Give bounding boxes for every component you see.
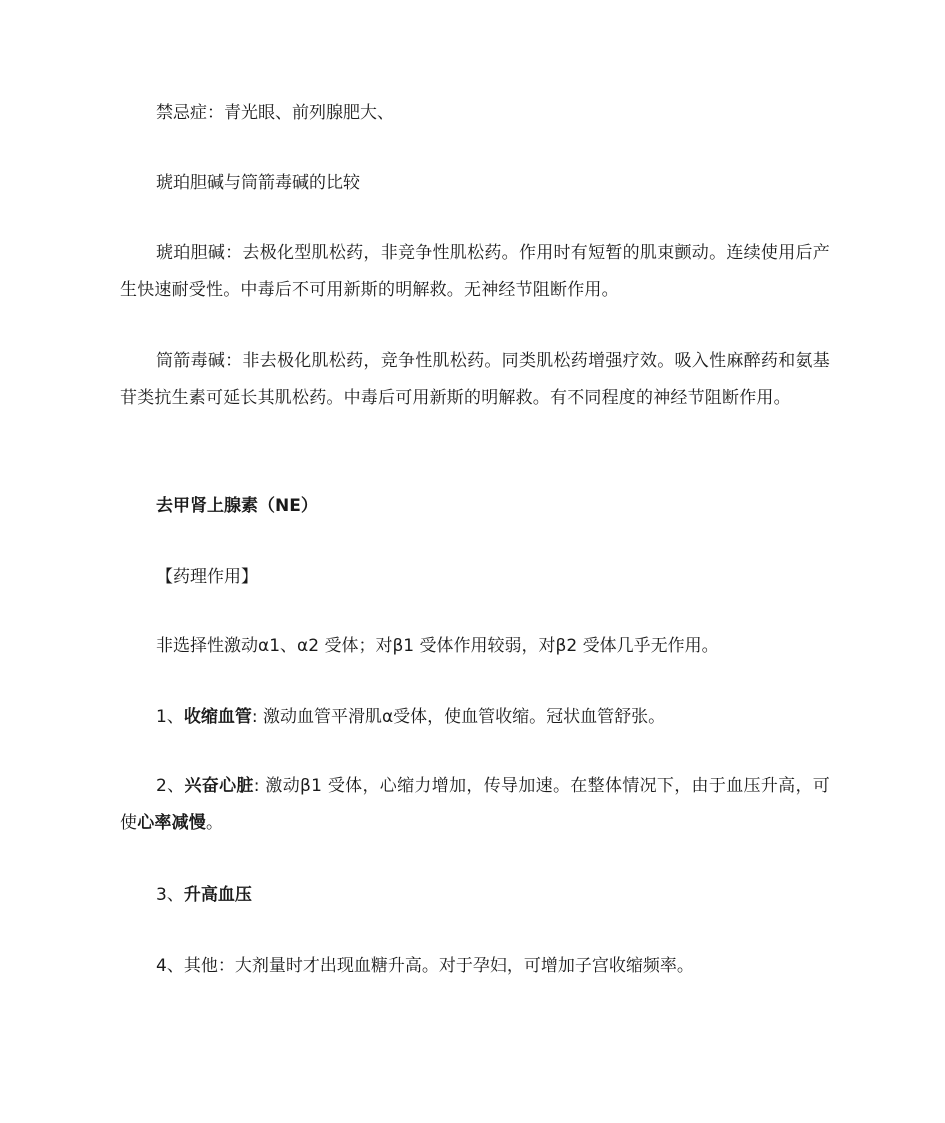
receptor-line: 非选择性激动α1、α2 受体；对β1 受体作用较弱，对β2 受体几乎无作用。: [156, 636, 719, 656]
item-1-prefix: 1、: [156, 707, 184, 727]
item-1: [156, 707, 665, 727]
item-2-bold: 兴奋心脏: [184, 776, 254, 796]
item-4: 4、其他：大剂量时才出现血糖升高。对于孕妇，可增加子宫收缩频率。: [156, 956, 694, 976]
item-3-prefix: 3、: [156, 885, 184, 905]
comparison-title: 琥珀胆碱与筒箭毒碱的比较: [156, 173, 360, 193]
item-2-bold-2: 心率减慢: [137, 813, 207, 833]
item-2-prefix: 2、: [156, 776, 185, 796]
item-1-bold: 收缩血管: [183, 707, 252, 727]
item-2-rest: : 激动β1 受体，心缩力增加，传导加速。在整体情况下，由于血压升高，可使: [120, 776, 830, 833]
item-2-end: 。: [206, 813, 224, 833]
pharmacology-header: 【药理作用】: [156, 567, 258, 587]
item-1-rest: : 激动血管平滑肌α受体，使血管收缩。冠状血管舒张。: [251, 707, 666, 727]
contraindication-line: 禁忌症：青光眼、前列腺肥大、: [156, 103, 394, 123]
succinylcholine-paragraph: 琥珀胆碱：去极化型肌松药，非竞争性肌松药。作用时有短暂的肌束颤动。连续使用后产生快速耐受性。中毒后不可用新斯的明解救。无神经节阻断作用。: [120, 243, 830, 300]
tubocurarine-paragraph: 筒箭毒碱：非去极化肌松药，竞争性肌松药。同类肌松药增强疗效。吸入性麻醉药和氨基苷类抗生素可延长其肌松药。中毒后可用新斯的明解救。有不同程度的神经节阻断作用。: [120, 351, 830, 408]
ne-section-title: 去甲肾上腺素（NE）: [156, 496, 318, 516]
item-2: [120, 768, 830, 842]
item-3: [156, 885, 252, 905]
item-3-bold: 升高血压: [183, 885, 252, 905]
